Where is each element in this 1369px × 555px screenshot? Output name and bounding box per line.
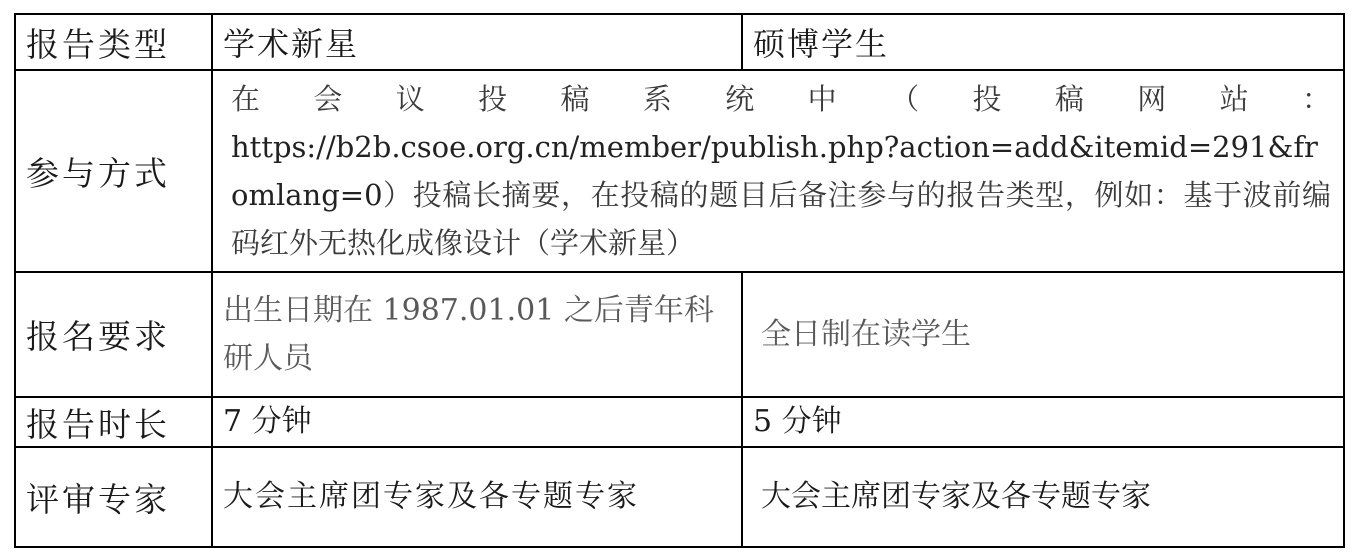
header-graduate-student: 硕博学生 [742,14,1344,70]
submission-link[interactable]: https://b2b.csoe.org.cn/member/publish.php?action=add&itemid=291&fromlang=0 [231,130,1318,212]
reviewers-label: 评审专家 [15,447,212,547]
duration-row [15,397,1344,447]
reviewers-row [15,447,1344,547]
participation-cell [212,70,1344,272]
requirements-label: 报名要求 [15,272,212,397]
participation-text [231,75,1331,267]
participation-label: 参与方式 [15,70,212,272]
participation-row [15,70,1344,272]
report-type-table [14,13,1345,548]
duration-academic-star: 7 分钟 [212,397,742,447]
reviewers-academic-star: 大会主席团专家及各专题专家 [212,447,742,547]
requirements-row [15,272,1344,397]
header-label: 报告类型 [15,14,212,70]
header-academic-star: 学术新星 [212,14,742,70]
participation-instructions: ）投稿长摘要，在投稿的题目后备注参与的报告类型，例如：基于波前编码红外无热化成像设计（学术新星） [231,178,1331,260]
requirements-graduate-student: 全日制在读学生 [742,272,1344,397]
reviewers-graduate-student: 大会主席团专家及各专题专家 [742,447,1344,547]
requirements-academic-star: 出生日期在 1987.01.01 之后青年科研人员 [212,272,742,397]
header-row [15,14,1344,70]
duration-label: 报告时长 [15,397,212,447]
participation-intro: 在会议投稿系统中（投稿网站： [231,82,1331,116]
duration-graduate-student: 5 分钟 [742,397,1344,447]
